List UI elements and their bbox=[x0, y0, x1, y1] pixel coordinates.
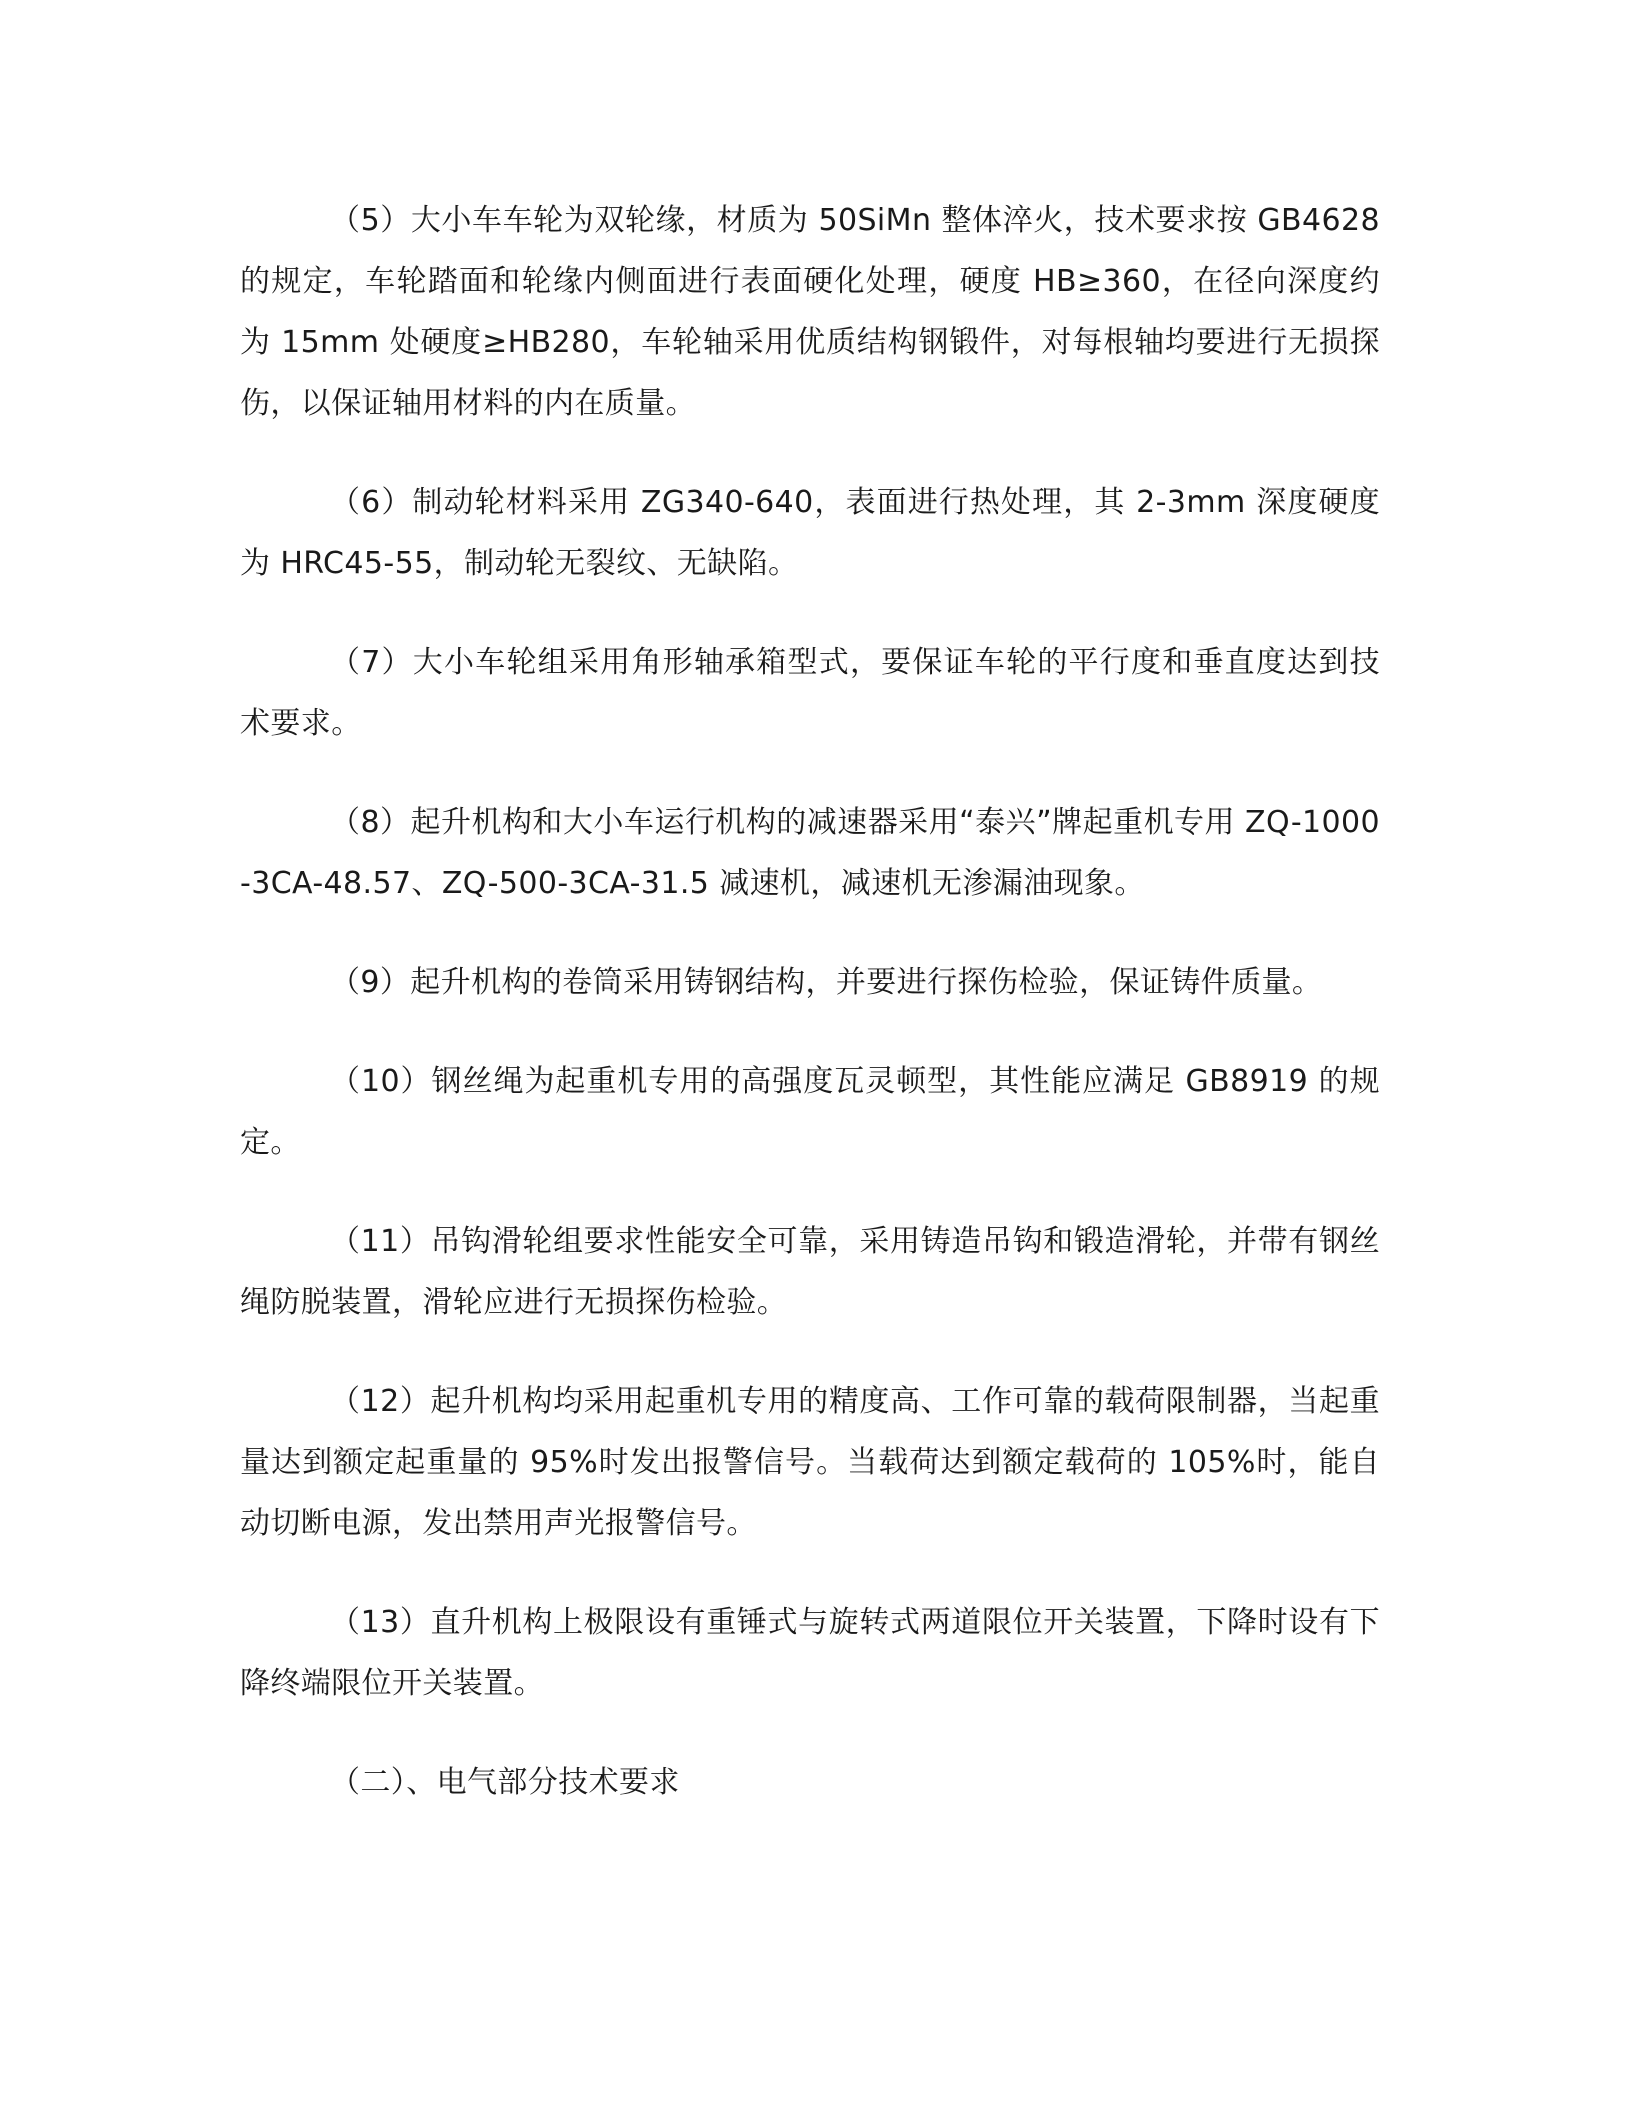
document-body bbox=[240, 190, 1380, 1851]
paragraph-13: （13）直升机构上极限设有重锤式与旋转式两道限位开关装置，下降时设有下降终端限位开关装置。 bbox=[240, 1605, 1380, 1701]
paragraph-5: （5）大小车车轮为双轮缘，材质为 50SiMn 整体淬火，技术要求按 GB4628 的规定，车轮踏面和轮缘内侧面进行表面硬化处理，硬度 HB≥360，在径向深度约为 15mm 处硬度≥HB280，车轮轴采用优质结构钢锻件，对每根轴均要进行无损探伤，以保证轴用材料的内在质量。 bbox=[240, 203, 1380, 421]
paragraph-7: （7）大小车轮组采用角形轴承箱型式，要保证车轮的平行度和垂直度达到技术要求。 bbox=[240, 645, 1380, 741]
section-heading: （二）、电气部分技术要求 bbox=[330, 1765, 680, 1800]
paragraph-6: （6）制动轮材料采用 ZG340-640，表面进行热处理，其 2-3mm 深度硬度为 HRC45-55，制动轮无裂纹、无缺陷。 bbox=[240, 485, 1380, 581]
paragraph-10: （10）钢丝绳为起重机专用的高强度瓦灵顿型，其性能应满足 GB8919 的规定。 bbox=[240, 1064, 1380, 1160]
paragraph-9: （9）起升机构的卷筒采用铸钢结构，并要进行探伤检验，保证铸件质量。 bbox=[330, 965, 1323, 1000]
paragraph-8: （8）起升机构和大小车运行机构的减速器采用“泰兴”牌起重机专用 ZQ-1000-3CA-48.57、ZQ-500-3CA-31.5 减速机，减速机无渗漏油现象。 bbox=[240, 805, 1380, 901]
paragraph-11: （11）吊钩滑轮组要求性能安全可靠，采用铸造吊钩和锻造滑轮，并带有钢丝绳防脱装置，滑轮应进行无损探伤检验。 bbox=[240, 1224, 1380, 1320]
paragraph-12: （12）起升机构均采用起重机专用的精度高、工作可靠的载荷限制器，当起重量达到额定起重量的 95%时发出报警信号。当载荷达到额定载荷的 105%时，能自动切断电源，发出禁用声光报警信号。 bbox=[240, 1384, 1380, 1541]
